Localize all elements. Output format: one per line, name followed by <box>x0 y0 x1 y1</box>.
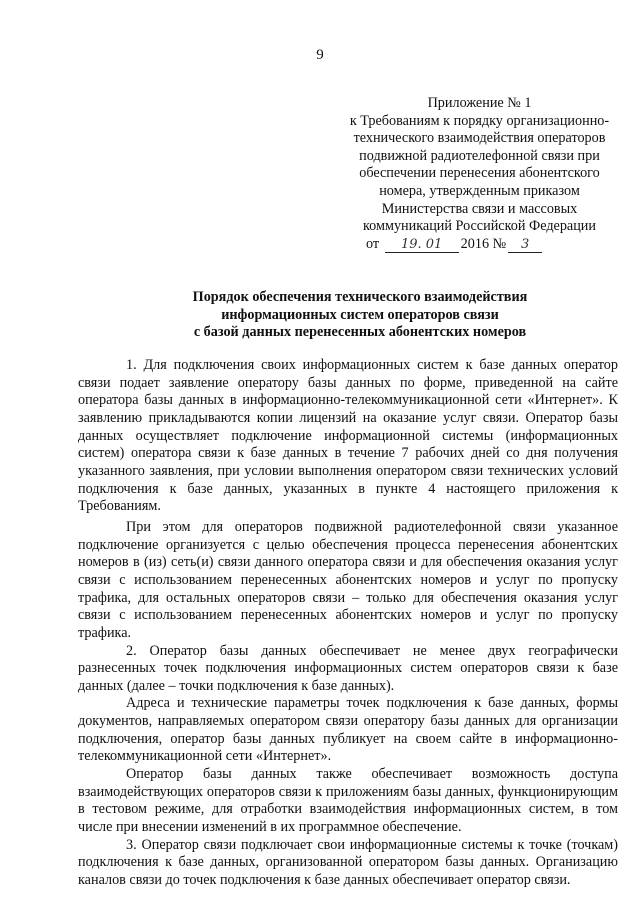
title-line: с базой данных перенесенных абонентских номеров <box>193 324 527 340</box>
appendix-header <box>332 95 627 253</box>
document-title <box>100 289 620 342</box>
handwritten-order-number: 3 <box>508 237 542 253</box>
appendix-line: Министерства связи и массовых <box>381 200 578 217</box>
appendix-line: подвижной радиотелефонной связи при <box>359 147 600 164</box>
title-line: Порядок обеспечения технического взаимодействия <box>192 289 528 305</box>
appendix-line: коммуникаций Российской Федерации <box>363 218 596 235</box>
paragraph: 3. Оператор связи подключает свои информационные системы к точке (точкам) подключения к базе данных, организованной оператором базы данных. Организацию каналов связи до точек подключения к базе данных обеспечивает оператор связи. <box>78 836 618 889</box>
appendix-line: к Требованиям к порядку организационно- <box>349 112 610 129</box>
appendix-line: технического взаимодействия операторов <box>353 130 606 147</box>
appendix-line: номера, утвержденным приказом <box>379 182 580 199</box>
appendix-line: обеспечении перенесения абонентского <box>359 165 600 182</box>
handwritten-date: 19. 01 <box>385 237 459 253</box>
paragraph: При этом для операторов подвижной радиотелефонной связи указанное подключение организуется с целью обеспечения процесса перенесения абонентских номеров в (из) сеть(и) связи данного оператора связи и для обеспечения оказания услуг связи с использованием перенесенных абонентских номеров и услуг по пропуску трафика, для остальных операторов связи – только для обеспечения оказания услуг связи с использованием перенесенных абонентских номеров и услуг по пропуску трафика. <box>78 518 618 641</box>
date-prefix: от <box>366 235 380 252</box>
document-body <box>78 357 618 890</box>
paragraph: Адреса и технические параметры точек подключения к базе данных, формы документов, направляемых оператором связи оператору базы данных для организации подключения, оператор базы данных публикует на своем сайте в информационно-телекоммуникационной сети «Интернет». <box>78 695 618 765</box>
paragraph: 2. Оператор базы данных обеспечивает не менее двух географически разнесенных точек подключения информационных систем операторов связи к базе данных (далее – точки подключения к базе данных). <box>78 642 618 694</box>
order-date-line <box>332 236 627 254</box>
page-number: 9 <box>316 47 324 63</box>
title-line: информационных систем операторов связи <box>221 306 499 323</box>
appendix-title: Приложение № 1 <box>427 95 532 111</box>
date-year: 2016 № <box>460 235 507 252</box>
paragraph: Оператор базы данных также обеспечивает возможность доступа взаимодействующих операторов связи к приложениям базы данных, функционирующим в тестовом режиме, для отработки взаимодействия информационных систем, в том числе при внесении изменений в их программное обеспечение. <box>78 766 618 836</box>
paragraph: 1. Для подключения своих информационных систем к базе данных оператор связи подает заявление оператору базы данных по форме, приведенной на сайте оператора базы данных в информационно-телекоммуникационной сети «Интернет». К заявлению прикладываются копии лицензий на оказание услуг связи. Оператор базы данных осуществляет подключение информационной системы (информационных систем) оператора связи к базе данных в течение 7 рабочих дней со дня получения указанного заявления, при условии выполнения оператором связи технических условий подключения к базе данных, указанных в пункте 4 настоящего приложения к Требованиям. <box>78 357 618 515</box>
